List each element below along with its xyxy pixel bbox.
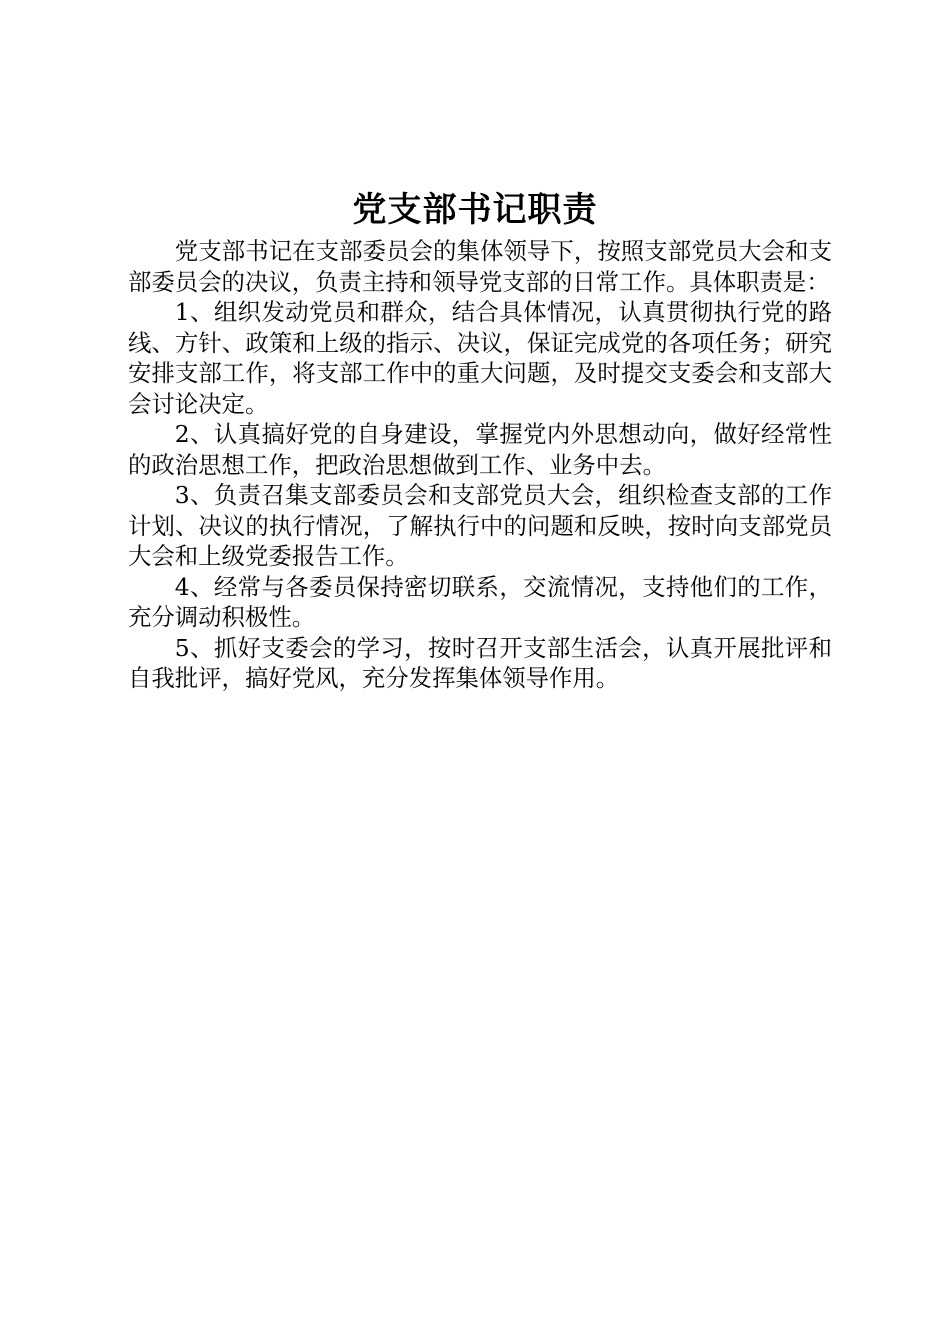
- duty-item-5: 5、抓好支委会的学习，按时召开支部生活会，认真开展批评和自我批评，搞好党风，充分发挥集体领导作用。: [128, 633, 832, 692]
- duty-item-4: 4、经常与各委员保持密切联系，交流情况，支持他们的工作，充分调动积极性。: [128, 572, 832, 631]
- duty-item-3: 3、负责召集支部委员会和支部党员大会，组织检查支部的工作计划、决议的执行情况，了解执行中的问题和反映，按时向支部党员大会和上级党委报告工作。: [128, 481, 832, 570]
- duty-item-2: 2、认真搞好党的自身建设，掌握党内外思想动向，做好经常性的政治思想工作，把政治思想做到工作、业务中去。: [128, 420, 832, 479]
- document-body: [128, 236, 832, 694]
- duty-item-1: 1、组织发动党员和群众，结合具体情况，认真贯彻执行党的路线、方针、政策和上级的指示、决议，保证完成党的各项任务；研究安排支部工作，将支部工作中的重大问题，及时提交支委会和支部大会讨论决定。: [128, 298, 832, 418]
- intro-paragraph: 党支部书记在支部委员会的集体领导下，按照支部党员大会和支部委员会的决议，负责主持和领导党支部的日常工作。具体职责是：: [128, 237, 832, 296]
- document-title: 党支部书记职责: [352, 190, 598, 230]
